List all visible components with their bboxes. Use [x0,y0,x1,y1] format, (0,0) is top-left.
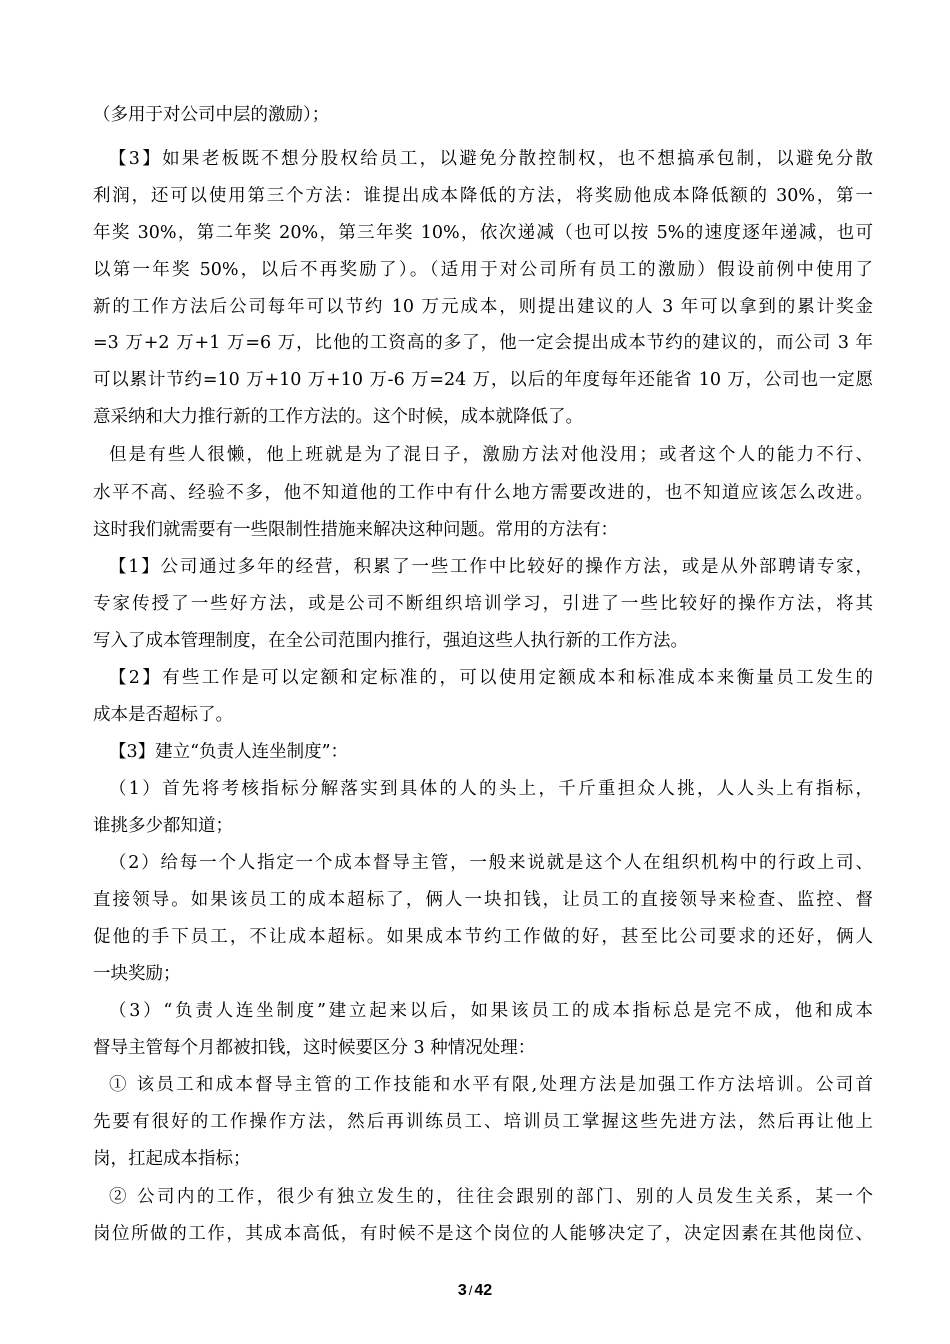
text-line: 成本是否超标了。 [93,705,233,725]
text-line: 一块奖励； [93,964,181,984]
text-line: 可以累计节约=10 万+10 万+10 万-6 万=24 万，以后的年度每年还能省 10 万，公司也一定愿 [93,370,873,390]
text-line: ① 该员工和成本督导主管的工作技能和水平有限,处理方法是加强工作方法培训。公司首 [109,1075,873,1095]
text-line: 【3】如果老板既不想分股权给员工，以避免分散控制权，也不想搞承包制，以避免分散 [109,149,873,169]
page-current: 3 [457,1282,467,1299]
text-line: 以第一年奖 50%，以后不再奖励了）。（适用于对公司所有员工的激励）假设前例中使用了 [93,260,873,280]
text-line: 意采纳和大力推行新的工作方法的。这个时候，成本就降低了。 [93,407,583,427]
text-line: ② 公司内的工作，很少有独立发生的，往往会跟别的部门、别的人员发生关系，某一个 [109,1187,873,1207]
text-line: 直接领导。如果该员工的成本超标了，俩人一块扣钱，让员工的直接领导来检查、监控、督 [93,890,873,910]
text-line: 【3】建立“负责人连坐制度”： [109,742,349,762]
text-line: 这时我们就需要有一些限制性措施来解决这种问题。常用的方法有： [93,520,618,540]
text-line: 先要有很好的工作操作方法，然后再训练员工、培训员工掌握这些先进方法，然后再让他上 [93,1112,873,1132]
page-number [0,1282,950,1300]
text-line: 督导主管每个月都被扣钱，这时候要区分 3 种情况处理： [93,1038,536,1058]
page-separator: / [468,1283,473,1298]
text-line: 谁挑多少都知道； [93,816,233,836]
text-line: 年奖 30%，第二年奖 20%，第三年奖 10%，依次递减（也可以按 5%的速度逐年递减，也可 [93,223,873,243]
page-total: 42 [474,1282,493,1299]
text-line: 但是有些人很懒，他上班就是为了混日子，激励方法对他没用；或者这个人的能力不行、 [109,445,873,465]
text-line: （多用于对公司中层的激励）； [93,105,330,125]
text-line: 新的工作方法后公司每年可以节约 10 万元成本，则提出建议的人 3 年可以拿到的累计奖金 [93,297,873,317]
text-line: 利润，还可以使用第三个方法：谁提出成本降低的方法，将奖励他成本降低额的 30%，第一 [93,186,873,206]
text-line: （2）给每一个人指定一个成本督导主管，一般来说就是这个人在组织机构中的行政上司、 [109,853,873,873]
text-line: （3）“负责人连坐制度”建立起来以后，如果该员工的成本指标总是完不成，他和成本 [109,1001,873,1021]
text-line: 促他的手下员工，不让成本超标。如果成本节约工作做的好，甚至比公司要求的还好，俩人 [93,927,873,947]
text-line: 【1】公司通过多年的经营，积累了一些工作中比较好的操作方法，或是从外部聘请专家， [109,557,873,577]
text-line: 【2】有些工作是可以定额和定标准的，可以使用定额成本和标准成本来衡量员工发生的 [109,668,873,688]
text-line: 专家传授了一些好方法，或是公司不断组织培训学习，引进了一些比较好的操作方法，将其 [93,594,873,614]
text-line: =3 万+2 万+1 万=6 万，比他的工资高的多了，他一定会提出成本节约的建议的，而公司 3 年 [93,333,873,353]
text-line: 写入了成本管理制度，在全公司范围内推行，强迫这些人执行新的工作方法。 [93,631,688,651]
text-line: （1）首先将考核指标分解落实到具体的人的头上，千斤重担众人挑，人人头上有指标， [109,779,873,799]
text-line: 岗位所做的工作，其成本高低，有时候不是这个岗位的人能够决定了，决定因素在其他岗位、 [93,1224,873,1244]
text-line: 水平不高、经验不多，他不知道他的工作中有什么地方需要改进的，也不知道应该怎么改进。 [93,483,873,503]
text-line: 岗，扛起成本指标； [93,1149,251,1169]
